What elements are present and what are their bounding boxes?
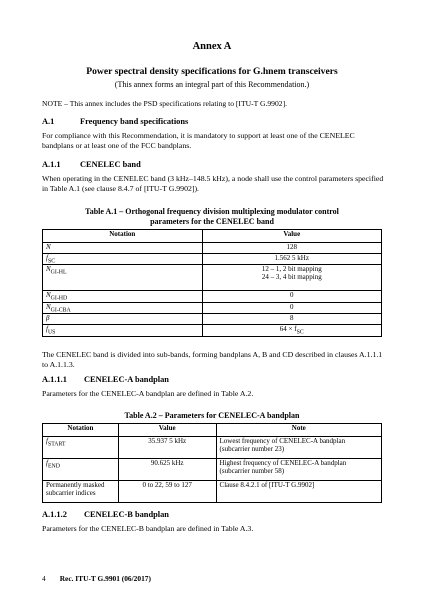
note-cell: [216, 437, 381, 459]
table-row: [43, 243, 382, 254]
heading-a111: [42, 375, 169, 384]
page-footer: [42, 574, 151, 583]
main-subtitle: (This annex forms an integral part of this Recommendation.): [114, 80, 310, 89]
notation-symbol: N: [46, 265, 51, 274]
table-row: [43, 481, 382, 503]
paragraph-a111: Parameters for the CENELEC-A bandplan are defined in Table A.2.: [42, 389, 254, 398]
note-line1: Highest frequency of CENELEC-A bandplan: [219, 459, 347, 467]
notation-symbol: N: [46, 243, 51, 251]
table-a1: [42, 229, 382, 337]
table-a1-caption: [0, 207, 424, 227]
notation-subscript: SC: [47, 258, 56, 265]
value-text: 64 × f: [279, 325, 297, 334]
table-a2-header-note: Note: [216, 424, 381, 437]
notation-symbol: N: [46, 302, 51, 311]
table-row: [43, 291, 382, 302]
table-row: [43, 254, 382, 265]
heading-a11: [42, 160, 141, 169]
heading-a11-number: A.1.1: [42, 160, 61, 169]
notation-cell: [43, 254, 203, 265]
notation-cell: [43, 459, 119, 481]
note-cell: [216, 459, 381, 481]
notation-symbol: f: [46, 437, 48, 445]
notation-subscript: GI-HL: [50, 269, 67, 276]
table-a1-caption-line2: parameters for the CENELEC band: [150, 217, 274, 226]
notation-subscript: START: [47, 441, 66, 448]
value-cell: 0: [202, 302, 381, 313]
notation-cell: [43, 314, 203, 325]
table-a2-caption: Table A.2 – Parameters for CENELEC-A bandplan: [124, 411, 300, 420]
page-number: 4: [42, 574, 46, 583]
value-cell: 35.937 5 kHz: [118, 437, 216, 459]
table-a2-header-value: Value: [118, 424, 216, 437]
value-cell: 0: [202, 291, 381, 302]
table-row: [43, 314, 382, 325]
paragraph-a112: Parameters for the CENELEC-B bandplan are defined in Table A.3.: [42, 524, 254, 533]
table-a1-caption-line1: Table A.1 – Orthogonal frequency division multiplexing modulator control: [85, 207, 339, 216]
table-row: [43, 437, 382, 459]
notation-cell: [43, 291, 203, 302]
heading-a112-number: A.1.1.2: [42, 510, 67, 519]
table-a2: [42, 423, 382, 503]
value-cell: 8: [202, 314, 381, 325]
value-cell: 90.625 kHz: [118, 459, 216, 481]
note-line1: Lowest frequency of CENELEC-A bandplan: [219, 437, 346, 445]
notation-cell: [43, 302, 203, 313]
notation-cell: [43, 481, 119, 503]
value-cell: [202, 325, 381, 336]
notation-cell: [43, 437, 119, 459]
value-cell: 128: [202, 243, 381, 254]
table-a1-header-value: Value: [202, 230, 381, 243]
annex-title: Annex A: [192, 41, 232, 52]
notation-cell: [43, 265, 203, 291]
paragraph-a11: When operating in the CENELEC band (3 kHz–148.5 kHz), a node shall use the control parameters specified in Table A.1 (see clause 8.4.7 of [ITU-T G.9902]).: [42, 174, 384, 193]
notation-symbol: f: [46, 325, 48, 334]
table-a1-header-notation: Notation: [43, 230, 203, 243]
main-title: Power spectral density specifications for G.hnem transceivers: [86, 66, 338, 77]
value-line1: 12 – 1, 2 bit mapping: [261, 265, 322, 274]
notation-subscript: US: [47, 329, 56, 336]
notation-cell: [43, 243, 203, 254]
heading-a1-number: A.1: [42, 117, 55, 126]
value-cell: [202, 265, 381, 291]
heading-a112-title: CENELEC-B bandplan: [84, 510, 169, 519]
value-subscript: SC: [296, 329, 304, 336]
notation-symbol: f: [46, 254, 48, 262]
note-line1: Clause 8.4.2.1 of [ITU-T G.9902]: [219, 481, 315, 489]
note-cell: [216, 481, 381, 503]
recommendation-reference: Rec. ITU-T G.9901 (06/2017): [59, 574, 151, 583]
value-cell: 1.562 5 kHz: [202, 254, 381, 265]
heading-a111-title: CENELEC-A bandplan: [84, 375, 169, 384]
heading-a11-title: CENELEC band: [80, 160, 141, 169]
table-a2-header-row: [43, 424, 382, 437]
paragraph-after-table-a1: The CENELEC band is divided into sub-bands, forming bandplans A, B and CD described in clauses A.1.1.1 to A.1.1.3.: [42, 350, 383, 369]
table-row: [43, 265, 382, 291]
note: NOTE – This annex includes the PSD specifications relating to [ITU-T G.9902].: [42, 99, 287, 108]
note-line2: (subcarrier number 58): [219, 467, 285, 475]
heading-a111-number: A.1.1.1: [42, 375, 67, 384]
value-cell: 0 to 22, 59 to 127: [118, 481, 216, 503]
table-a1-header-row: [43, 230, 382, 243]
notation-cell: [43, 325, 203, 336]
paragraph-a1: For compliance with this Recommendation, it is mandatory to support at least one of the CENELEC bandplans or at least one of the FCC bandplans.: [42, 131, 355, 150]
table-a2-header-notation: Notation: [43, 424, 119, 437]
notation-line2: subcarrier indices: [46, 489, 96, 497]
notation-symbol: N: [46, 291, 51, 300]
notation-symbol: β: [46, 314, 50, 323]
table-row: [43, 325, 382, 336]
notation-symbol: f: [46, 459, 48, 467]
heading-a112: [42, 510, 169, 519]
table-row: [43, 459, 382, 481]
notation-subscript: END: [47, 463, 60, 470]
table-row: [43, 302, 382, 313]
notation-subscript: GI-CBA: [50, 307, 71, 314]
heading-a1: [42, 117, 188, 126]
heading-a1-title: Frequency band specifications: [80, 117, 189, 126]
note-line2: (subcarrier number 23): [219, 445, 285, 453]
value-line2: 24 – 3, 4 bit mapping: [261, 273, 322, 282]
notation-line1: Permanently masked: [46, 481, 105, 489]
notation-subscript: GI-HD: [50, 295, 68, 302]
